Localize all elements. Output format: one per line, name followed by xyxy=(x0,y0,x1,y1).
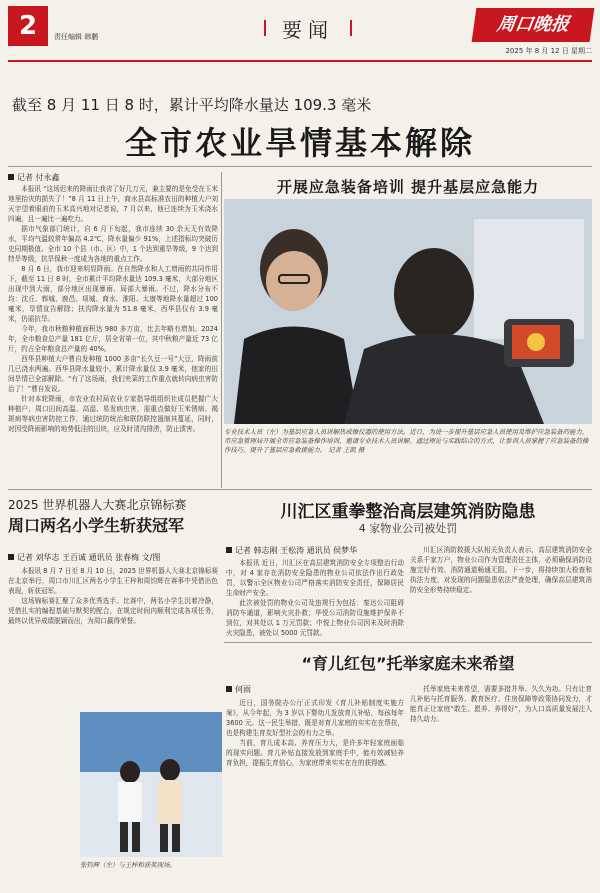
robots-byline-text: 记者 刘华志 王百诚 通讯员 张春梅 文/图 xyxy=(17,553,161,562)
masthead xyxy=(8,6,592,64)
robots-paragraph: 本报讯 8 月 7 日至 8 月 10 日，2025 世界机器人大赛北京锦标赛在北京举行，周口市川汇区两名小学生王梓和周钧辉在赛事中凭借出色表现，斩获冠军。 xyxy=(8,567,218,595)
lead-paragraph: 8 月 6 日，我市迎来明显降雨。在自然降水和人工增雨的共同作用下，截至 11 日 8 时，全市累计平均降水量达 109.3 毫米，大部分地区出现中到大雨，部分地区出现暴雨、局部大暴雨。不过，降水分布不均：沈丘、郸城、鹿邑、项城、商水、淮阳、太康等地降水量超过 100 毫米，旱情宣告解除；扶沟降水量为 51.8 毫米，西华县仅有 3.9 毫米，仍需抗旱。 xyxy=(8,265,218,323)
editor-line: 责任编辑 韩鹏 xyxy=(54,33,99,41)
robots-photo xyxy=(80,712,222,857)
redpack-headline: “育儿红包”托举家庭未来希望 xyxy=(301,654,515,673)
fire-byline xyxy=(226,545,357,556)
redpack-byline-text: 何雨 xyxy=(235,685,251,694)
lead-headline: 全市农业旱情基本解除 xyxy=(124,124,475,162)
newspaper-logo: 周口晚报 xyxy=(472,8,595,42)
redpack-byline xyxy=(226,684,251,695)
lead-paragraph: 今年，我市秋粮种植面积达 980 多万亩，比去年略有增加。2024 年，全市粮食总产量 181 亿斤，居全省第一位，其中秋粮产量近 73 亿斤，约占全年粮食总产量的 40%。 xyxy=(8,325,218,353)
section-title: 要闻 xyxy=(258,14,358,43)
header-rule xyxy=(8,60,592,62)
lead-divider xyxy=(8,166,592,167)
robots-byline xyxy=(8,552,160,563)
robots-body xyxy=(8,566,218,706)
section-divider xyxy=(8,489,592,490)
robots-headline: 周口两名小学生斩获冠军 xyxy=(8,516,185,535)
fire-paragraph: 此次被处罚的物业公司及违规行为包括：秦达公司阻碍消防车通道，影响火灾扑救；华悦公司消防设施维护保养不到位，对其处以 1 万元罚款；中悦上物业公司因未及时消除火灾隐患，被处以 5000 元罚款。 xyxy=(226,599,404,637)
robots-kicker: 2025 世界机器人大赛北京锦标赛 xyxy=(8,498,187,512)
fire-body-col1 xyxy=(226,558,404,638)
redpack-paragraph: 当前，育儿成本高、养育压力大，是许多年轻家庭面临的现实问题。育儿补贴直接发放到家庭手中，能有效减轻养育负担，提振生育信心，为家庭带来实实在在的获得感。 xyxy=(226,739,404,767)
fire-byline-text: 记者 韩志刚 王松涛 通讯员 侯梦华 xyxy=(235,546,358,555)
redpack-body-col2 xyxy=(410,684,592,884)
robots-photo-caption: 张钧辉（左）与王梓和获奖现场。 xyxy=(80,861,176,869)
lead-byline xyxy=(8,172,60,183)
page-number: 2 xyxy=(8,6,48,46)
byline-marker xyxy=(226,547,232,553)
fire-body-col2 xyxy=(410,545,592,639)
lead-paragraph: 据市气象部门统计，自 6 月下旬起，我市连续 30 余天无有效降水，平均气温较常年偏高 4.2℃，降水量偏少 91%，上述指标均突破历史同期极值。全市 10 个县（市、区）中，1 个达到重旱等级，9 个达到特旱等级，抗旱保秋一度成为各地的重点工作。 xyxy=(8,225,218,263)
training-photo xyxy=(224,199,592,424)
robots-photo-illustration xyxy=(80,712,222,857)
lead-byline-text: 记者 付永鑫 xyxy=(17,173,60,182)
fire-headline: 川汇区重拳整治高层建筑消防隐患 xyxy=(280,502,536,522)
training-caption: 专业技术人员（左）为基层应急人员讲解热成像仪器的使用方法。近日，为进一步提升基层应急人员使用及维护应急装备的能力，市应急管理局开展全市应急装备操作培训，邀请专业技术人员讲解。通过理论与实践结合的方式，让参训人员掌握了应急装备的操作技巧，提升了基层应急救援能力。 记者 王凯 摄 xyxy=(224,428,589,454)
redpack-body-col1 xyxy=(226,698,404,884)
column-divider xyxy=(221,172,222,488)
lead-body xyxy=(8,184,218,486)
lead-paragraph: 针对本轮降雨，市农业农村局农业专家指导组组织社成员把握广大种植户，周口田间高温、高湿、易发病虫害，需重点做好玉米锈病、褐斑病等病虫害防控工作，通过统防统治和联防联控遏制其蔓延，同时，对因受降雨影响的地势低洼的田块，应及时清沟排涝，防止渍害。 xyxy=(8,395,218,433)
redpack-paragraph: 托举家庭未来希望，需要多措并举、久久为功。只有让育儿补贴与托育服务、教育医疗、住房保障等政策协同发力，才能真正让家庭“敢生、愿养、养得好”，为人口高质量发展注入持久动力。 xyxy=(410,685,592,723)
training-headline: 开展应急装备培训 提升基层应急能力 xyxy=(276,178,540,196)
lead-paragraph: 西华县种植大户曹自发种植 1000 多亩“长久豆一号”大豆，降雨前几已浇水两遍。西华县降水量较小，累计降水量仅 3.9 毫米，他家的田间旱情已全部解除。“有了这场雨，我们夹菜的工作重点就转向病虫害防治了！”曹自发说。 xyxy=(8,355,218,393)
fire-paragraph: 川汇区消防救援大队相关负责人表示，高层建筑消防安全关系千家万户，物业公司作为管理责任主体，必须确保消防设施完好有效、消防通道畅通无阻。下一步，将持续加大检查和执法力度，对发现的问题隐患依法严查处理，确保高层建筑消防安全形势持续稳定。 xyxy=(410,546,592,594)
dateline: 2025 年 8 月 12 日 星期二 xyxy=(505,47,592,55)
fire-subheadline: 4 家物业公司被处罚 xyxy=(358,522,458,535)
lead-paragraph: 本报讯 “这场迟来的降雨让我省了好几万元，兼主要的是免受在玉米地里抬灾的损失了！”8 月 11 日上午，商水县高标准农田的种植大户刘天宇望着眼前的玉米高兴地对记者说，7 月以来，他已连续为玉米浇水四遍，且一遍比一遍吃力。 xyxy=(8,185,218,223)
redpack-paragraph: 近日，国务院办公厅正式印发《育儿补贴制度实施方案》，从今年起，为 3 岁以下婴幼儿发放育儿补贴，每孩每年 3600 元。这一民生举措，既是对育儿家庭的实实在在帮扶，也是构建生育友好型社会的有力之举。 xyxy=(226,699,404,737)
section-divider xyxy=(224,642,592,643)
byline-marker xyxy=(8,174,14,180)
fire-paragraph: 本报讯 近日，川汇区在高层建筑消防安全专项整治行动中，对 4 家存在消防安全隐患的物业公司依法作出行政处罚，以警示全区物业公司严格落实消防安全责任，保障居民生命财产安全。 xyxy=(226,559,404,597)
byline-marker xyxy=(226,686,232,692)
robots-paragraph: 这场锦标赛汇聚了众多优秀选手。比赛中，两名小学生沉着冷静，凭借扎实的编程基础与默契的配合，在规定时间内顺利完成各项任务，最终以优异成绩脱颖而出，为周口赢得荣誉。 xyxy=(8,597,218,625)
training-photo-illustration xyxy=(224,199,592,424)
byline-marker xyxy=(8,554,14,560)
lead-kicker: 截至 8 月 11 日 8 时，累计平均降水量达 109.3 毫米 xyxy=(12,96,372,114)
